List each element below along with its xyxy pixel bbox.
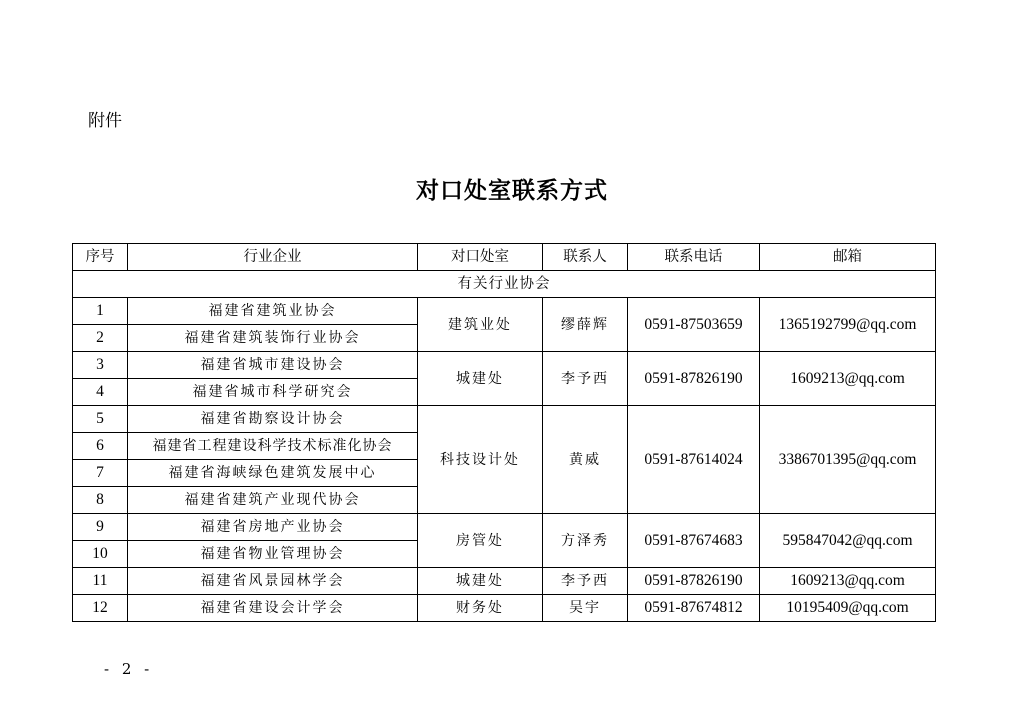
email-cell: 1365192799@qq.com bbox=[760, 298, 936, 352]
contact-person-cell: 缪薛辉 bbox=[543, 298, 628, 352]
table-row bbox=[73, 298, 936, 325]
row-number: 8 bbox=[73, 487, 128, 514]
header-office: 对口处室 bbox=[418, 244, 543, 271]
page-number: - 2 - bbox=[104, 660, 154, 678]
industry-name: 福建省物业管理协会 bbox=[128, 541, 418, 568]
row-number: 7 bbox=[73, 460, 128, 487]
table-row bbox=[73, 406, 936, 433]
table-row bbox=[73, 352, 936, 379]
office-cell: 房管处 bbox=[418, 514, 543, 568]
header-industry: 行业企业 bbox=[128, 244, 418, 271]
phone-cell: 0591-87503659 bbox=[628, 298, 760, 352]
industry-name: 福建省建筑装饰行业协会 bbox=[128, 325, 418, 352]
email-cell: 10195409@qq.com bbox=[760, 595, 936, 622]
row-number: 2 bbox=[73, 325, 128, 352]
row-number: 9 bbox=[73, 514, 128, 541]
industry-name: 福建省城市建设协会 bbox=[128, 352, 418, 379]
office-cell: 建筑业处 bbox=[418, 298, 543, 352]
office-cell: 财务处 bbox=[418, 595, 543, 622]
section-title: 有关行业协会 bbox=[73, 271, 936, 298]
table-row bbox=[73, 568, 936, 595]
email-cell: 1609213@qq.com bbox=[760, 352, 936, 406]
contact-person-cell: 李予西 bbox=[543, 352, 628, 406]
contact-person-cell: 方泽秀 bbox=[543, 514, 628, 568]
office-cell: 城建处 bbox=[418, 568, 543, 595]
contact-person-cell: 李予西 bbox=[543, 568, 628, 595]
phone-cell: 0591-87826190 bbox=[628, 568, 760, 595]
email-cell: 3386701395@qq.com bbox=[760, 406, 936, 514]
header-serial: 序号 bbox=[73, 244, 128, 271]
header-email: 邮箱 bbox=[760, 244, 936, 271]
contacts-table bbox=[72, 243, 936, 622]
row-number: 12 bbox=[73, 595, 128, 622]
table-row bbox=[73, 595, 936, 622]
row-number: 5 bbox=[73, 406, 128, 433]
industry-name: 福建省建设会计学会 bbox=[128, 595, 418, 622]
office-cell: 科技设计处 bbox=[418, 406, 543, 514]
phone-cell: 0591-87674683 bbox=[628, 514, 760, 568]
row-number: 3 bbox=[73, 352, 128, 379]
contact-person-cell: 黄威 bbox=[543, 406, 628, 514]
office-cell: 城建处 bbox=[418, 352, 543, 406]
phone-cell: 0591-87674812 bbox=[628, 595, 760, 622]
header-phone: 联系电话 bbox=[628, 244, 760, 271]
industry-name: 福建省海峡绿色建筑发展中心 bbox=[128, 460, 418, 487]
email-cell: 595847042@qq.com bbox=[760, 514, 936, 568]
section-row bbox=[73, 271, 936, 298]
row-number: 11 bbox=[73, 568, 128, 595]
row-number: 6 bbox=[73, 433, 128, 460]
table-header-row bbox=[73, 244, 936, 271]
industry-name: 福建省城市科学研究会 bbox=[128, 379, 418, 406]
industry-name: 福建省勘察设计协会 bbox=[128, 406, 418, 433]
attachment-label: 附件 bbox=[88, 111, 122, 131]
industry-name: 福建省建筑产业现代协会 bbox=[128, 487, 418, 514]
row-number: 4 bbox=[73, 379, 128, 406]
header-contact-person: 联系人 bbox=[543, 244, 628, 271]
industry-name: 福建省房地产业协会 bbox=[128, 514, 418, 541]
phone-cell: 0591-87826190 bbox=[628, 352, 760, 406]
row-number: 10 bbox=[73, 541, 128, 568]
industry-name: 福建省风景园林学会 bbox=[128, 568, 418, 595]
row-number: 1 bbox=[73, 298, 128, 325]
table-row bbox=[73, 514, 936, 541]
email-cell: 1609213@qq.com bbox=[760, 568, 936, 595]
page-title: 对口处室联系方式 bbox=[416, 177, 608, 204]
phone-cell: 0591-87614024 bbox=[628, 406, 760, 514]
industry-name: 福建省建筑业协会 bbox=[128, 298, 418, 325]
contact-person-cell: 吴宇 bbox=[543, 595, 628, 622]
industry-name: 福建省工程建设科学技术标准化协会 bbox=[128, 433, 418, 460]
